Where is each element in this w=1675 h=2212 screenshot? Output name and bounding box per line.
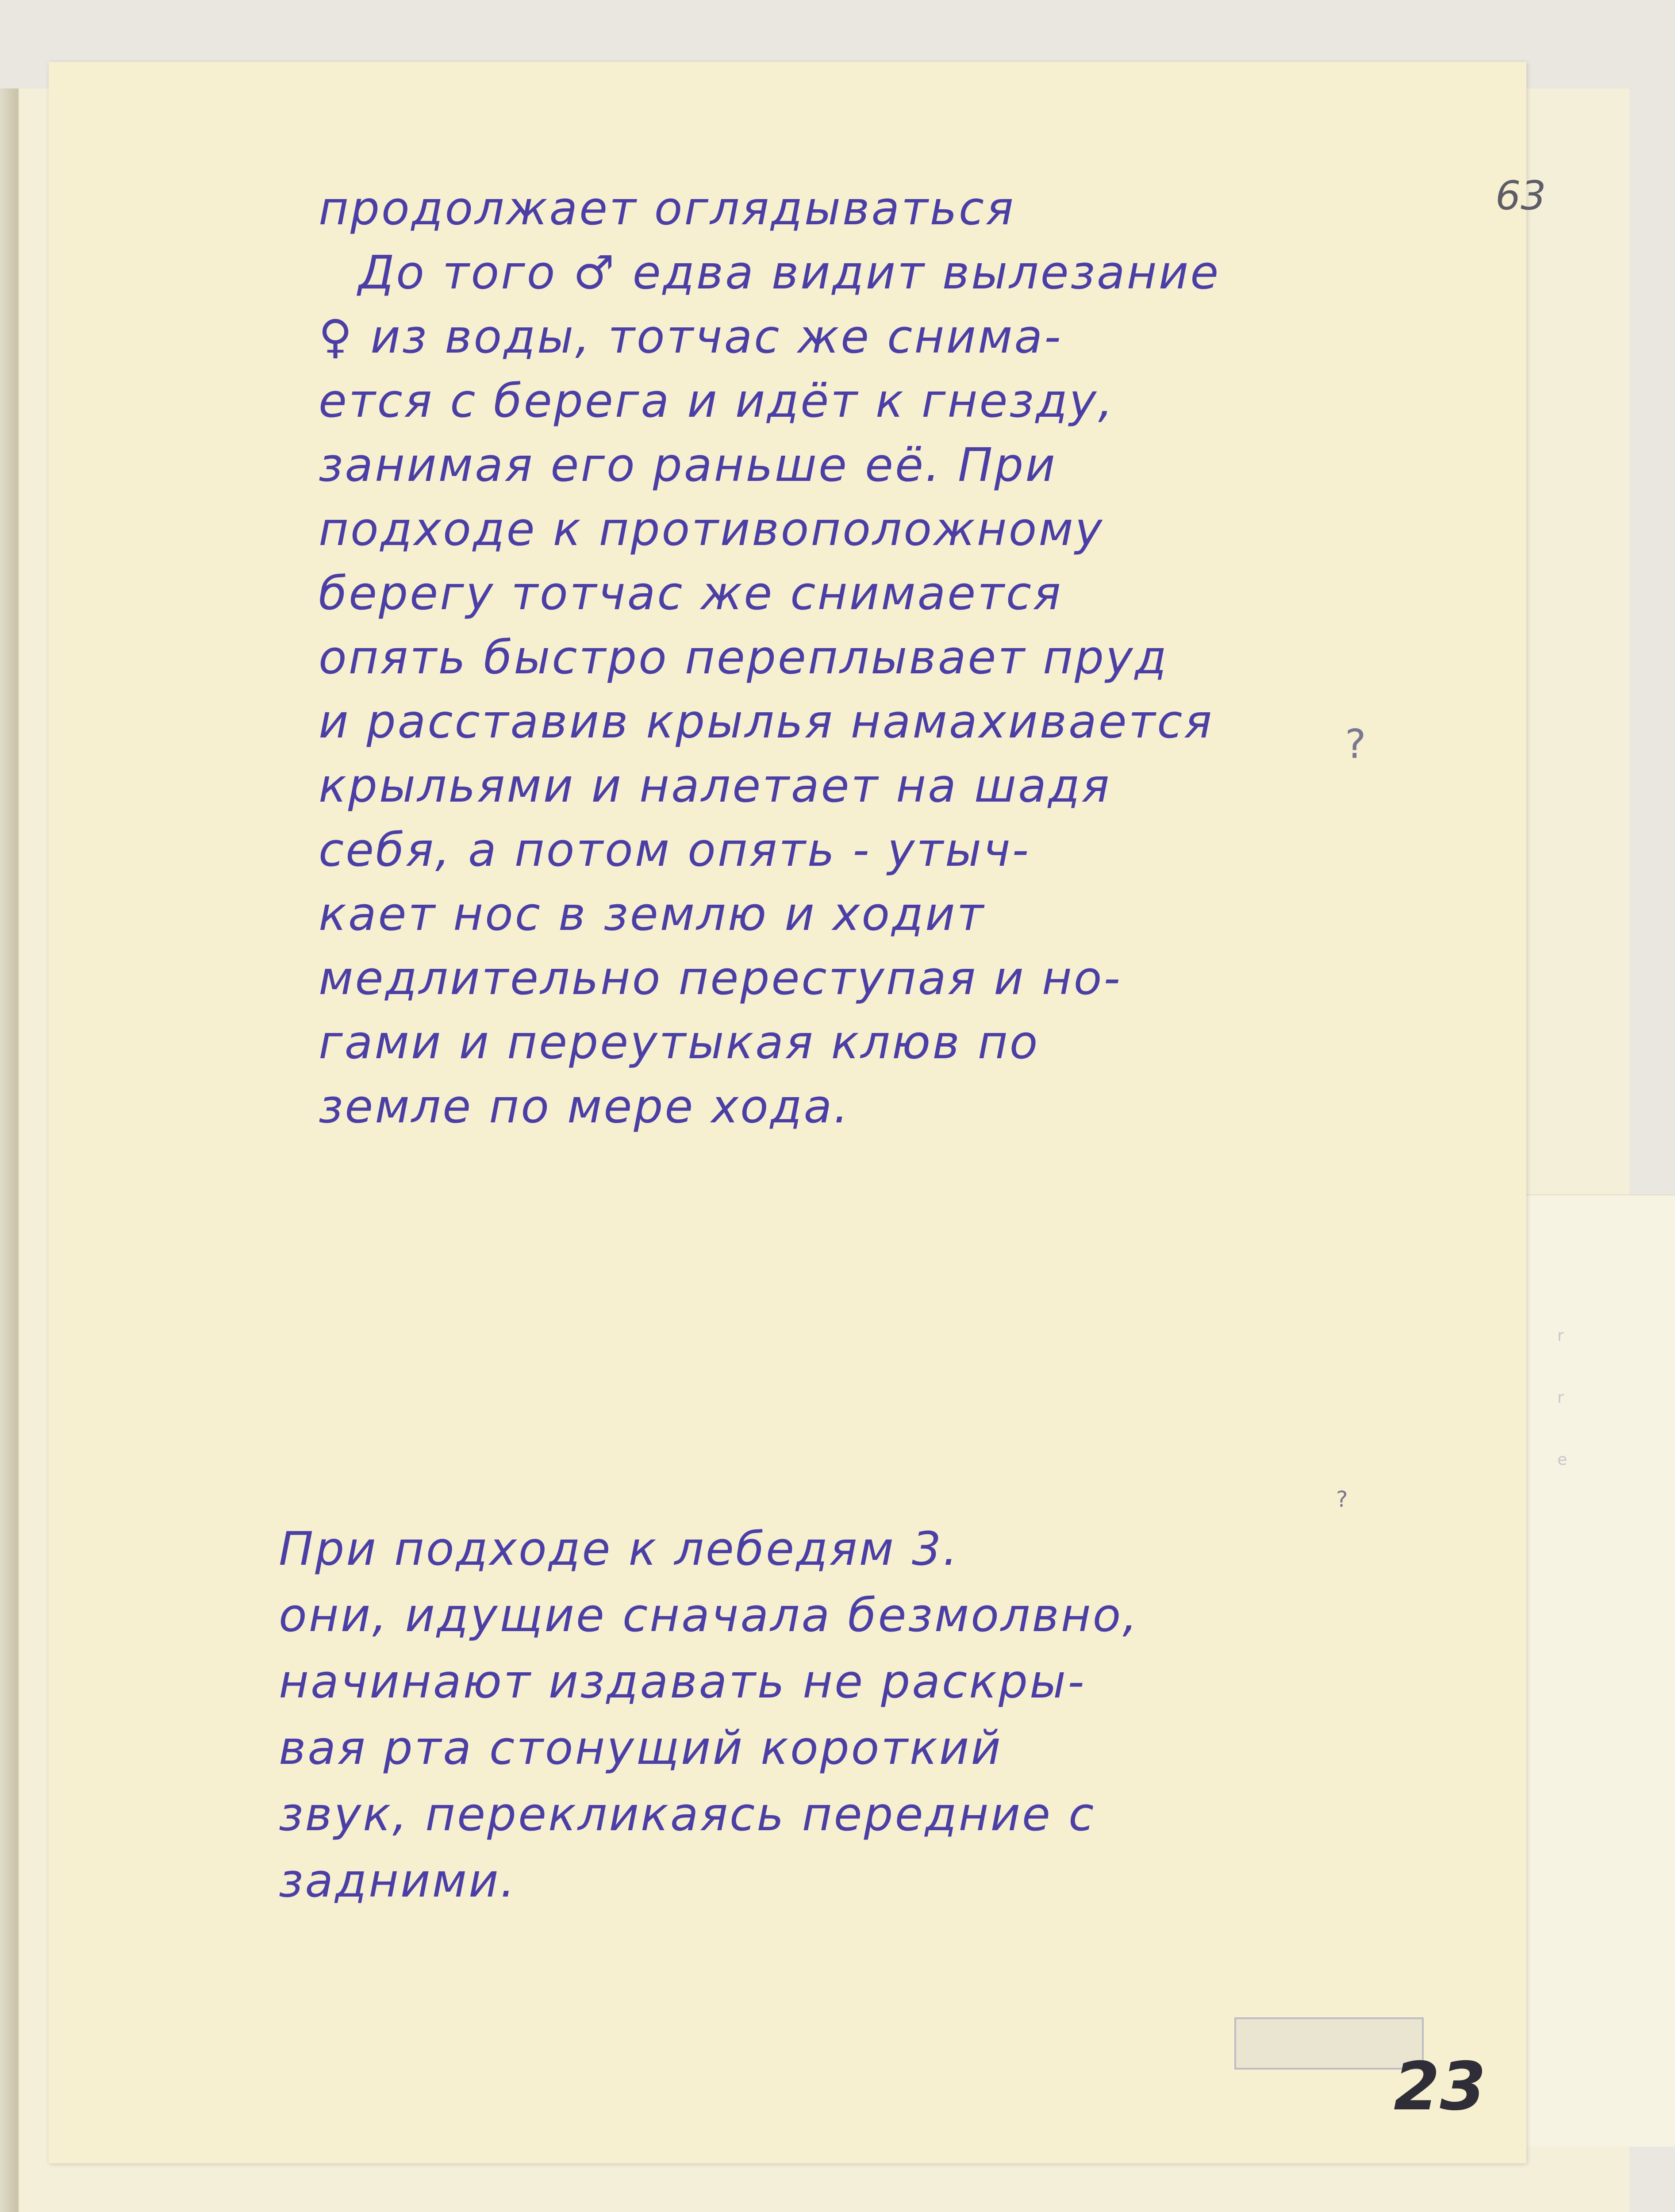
text-line: продолжает оглядываться xyxy=(319,181,1015,235)
text-line: ♀ из воды, тотчас же снима- xyxy=(319,310,1063,364)
bleed-through-marks: r r e xyxy=(1557,1327,1567,1469)
text-line: начинают издавать не раскры- xyxy=(279,1655,1086,1709)
text-line: гами и переутыкая клюв по xyxy=(319,1015,1040,1069)
text-line: подходе к противоположному xyxy=(319,502,1104,556)
text-line: они, идущие сначала безмолвно, xyxy=(279,1588,1139,1642)
margin-question-mark: ? xyxy=(1336,1486,1348,1512)
text-line: ется с берега и идёт к гнезду, xyxy=(319,374,1115,428)
folio-number: 63 xyxy=(1495,173,1546,219)
text-line: задними. xyxy=(279,1854,517,1908)
text-line: земле по мере хода. xyxy=(319,1079,850,1133)
text-line: звук, перекликаясь передние с xyxy=(279,1787,1096,1841)
text-line: До того ♂ едва видит вылезание xyxy=(358,246,1221,300)
archive-sheet-number: 23 xyxy=(1394,2048,1486,2125)
text-line: и расставив крылья намахивается xyxy=(319,695,1214,749)
text-line: крыльями и налетает на шадя xyxy=(319,759,1111,813)
manuscript-page xyxy=(49,62,1546,2163)
text-line: медлительно переступая и но- xyxy=(319,951,1122,1005)
text-line: берегу тотчас же снимается xyxy=(319,566,1063,620)
left-binding-shadow xyxy=(0,88,18,2212)
margin-question-mark: ? xyxy=(1345,721,1366,768)
text-line: вая рта стонущий короткий xyxy=(279,1721,1003,1775)
text-line: При подходе к лебедям 3. xyxy=(279,1522,960,1576)
text-line: кает нос в землю и ходит xyxy=(319,887,986,941)
text-line: занимая его раньше её. При xyxy=(319,438,1057,492)
text-line: себя, а потом опять - утыч- xyxy=(319,823,1031,877)
adjacent-sheet-edge xyxy=(1522,1194,1675,2147)
text-line: опять быстро переплывает пруд xyxy=(319,630,1168,684)
